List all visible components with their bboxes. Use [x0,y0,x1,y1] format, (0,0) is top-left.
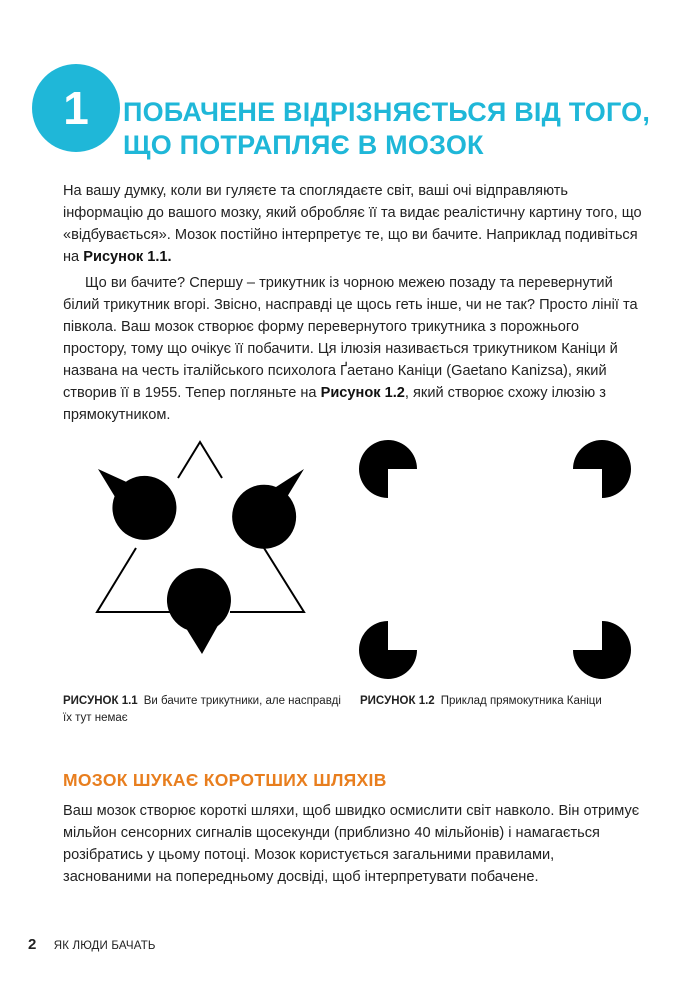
intro-paragraph-2-text-b: , який створює схожу ілюзію з прямокутником. [63,385,606,423]
figure-1-2-caption [360,693,640,710]
figure-1-2-label: РИСУНОК 1.2 [360,695,435,707]
figure-1-2-caption-text: Приклад прямокутника Каніци [440,695,602,707]
page-footer [28,936,156,953]
triangle-corner-right [230,548,304,612]
corner-top-right [573,440,631,498]
intro-paragraph-2-text-a: Що ви бачите? Спершу – трикутник із чорною межею позаду та перевернутий білий трикутник вгорі. Звісно, насправді це щось геть інше, чи не так? Просто лінії та півкола. Ваш мозок створює форму перевернутого трикутника з порожнього простору, тому що очікує її побачити. Ця ілюзія називається трикутником Каніци й названа на честь італійського психолога Ґаетано Каніци (Gaetano Kanizsa), який створив її в 1955. Тепер погляньте на [63,275,638,401]
kanizsa-rectangle-figure [356,432,636,687]
intro-paragraph-1-text: На вашу думку, коли ви гуляєте та споглядаєте світ, ваші очі відправляють інформацію до вашого мозку, який обробляє її та видає реалістичну картину того, що «відбувається». Мозок постійно інтерпретує те, що ви бачите. Наприклад подивіться на [63,183,642,265]
running-title: ЯК ЛЮДИ БАЧАТЬ [53,940,156,952]
figure-1-1-reference: Рисунок 1.1. [83,249,172,265]
corner-bottom-right [573,621,631,679]
triangle-corner-left [97,548,172,612]
figure-1-1-label: РИСУНОК 1.1 [63,695,138,707]
figure-1-2-reference: Рисунок 1.2 [320,385,405,401]
pacman-top-right [232,469,304,549]
section-paragraph: Ваш мозок створює короткі шляхи, щоб швидко осмислити світ навколо. Він отримує мільйон сенсорних сигналів щосекунди (приблизно 40 мільйонів) і намагається розібратись у цьому потоці. Мозок користується загальними правилами, заснованими на попередньому досвіді, щоб інтерпретувати побачене. [63,803,640,885]
corner-bottom-left [359,621,417,679]
chapter-number: 1 [63,82,89,134]
figure-1-1-caption [63,693,348,727]
triangle-corner-top [178,442,222,478]
section-heading: МОЗОК ШУКАЄ КОРОТШИХ ШЛЯХІВ [63,770,387,790]
intro-paragraph-2 [63,272,643,426]
intro-paragraph-1 [63,180,643,268]
corner-top-left [359,440,417,498]
pacman-top-left [98,469,176,540]
figure-1-1-caption-text: Ви бачите трикутники, але насправді їх тут немає [63,695,341,724]
chapter-title-line-1: ПОБАЧЕНЕ ВІДРІЗНЯЄТЬСЯ ВІД ТОГО, [123,97,651,127]
chapter-title-line-2: ЩО ПОТРАПЛЯЄ В МОЗОК [123,130,484,160]
kanizsa-triangle-figure [60,432,350,687]
pacman-bottom [167,568,231,654]
chapter-title [123,96,650,162]
chapter-number-badge [32,64,120,152]
page-number: 2 [28,936,37,953]
